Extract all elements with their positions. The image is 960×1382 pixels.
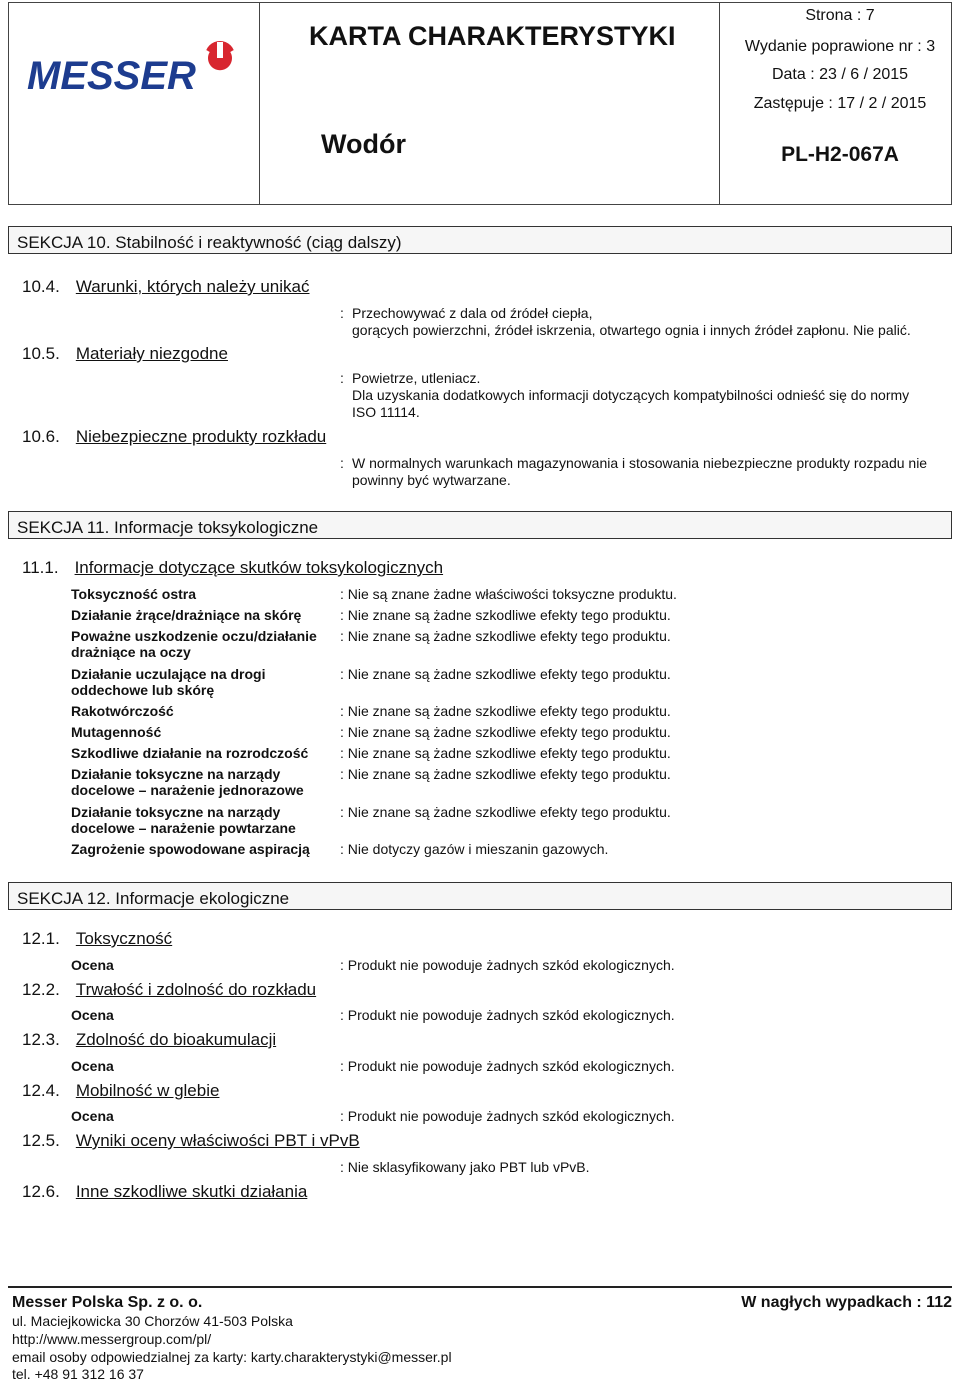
subsection-number: 10.4. (22, 277, 60, 296)
subsection-title: Mobilność w glebie (75, 1081, 220, 1100)
tox-label: Działanie żrące/drażniące na skórę (71, 607, 302, 623)
tox-value: : Nie znane są żadne szkodliwe efekty tego produktu. (340, 666, 671, 682)
subsection-12-5 (22, 1131, 360, 1151)
tox-value: : Nie dotyczy gazów i mieszanin gazowych. (340, 841, 609, 857)
text-line: gorących powierzchni, źródeł iskrzenia, otwartego ognia i innych źródeł zapłonu. Nie palić. (352, 322, 911, 338)
eco-label: Ocena (71, 1058, 114, 1074)
eco-value: : Produkt nie powoduje żadnych szkód ekologicznych. (340, 1007, 675, 1023)
tox-label: Mutagenność (71, 724, 162, 740)
tox-label: Rakotwórczość (71, 703, 174, 719)
document-title: KARTA CHARAKTERYSTYKI (309, 21, 676, 51)
revision-date: Data : 23 / 6 / 2015 (771, 66, 909, 83)
messer-logo (27, 39, 247, 95)
text-line: Przechowywać z dala od źródeł ciepła, (352, 305, 593, 321)
colon: : (340, 370, 344, 386)
colon: : (340, 455, 344, 471)
footer-divider (8, 1286, 952, 1288)
subsection-number: 10.6. (22, 427, 60, 446)
footer-email[interactable]: email osoby odpowiedzialnej za karty: karty.charakterystyki@messer.pl (12, 1349, 452, 1365)
tox-value: : Nie są znane żadne właściwości toksyczne produktu. (340, 586, 677, 602)
product-name: Wodór (321, 129, 406, 159)
section-10-header: SEKCJA 10. Stabilność i reaktywność (ciąg dalszy) (8, 226, 952, 254)
subsection-title: Warunki, których należy unikać (75, 277, 310, 296)
header-divider (259, 3, 260, 204)
subsection-11-1 (22, 558, 443, 578)
tox-value: : Nie znane są żadne szkodliwe efekty tego produktu. (340, 766, 671, 782)
subsection-title: Toksyczność (75, 929, 173, 948)
eco-value: : Produkt nie powoduje żadnych szkód ekologicznych. (340, 957, 675, 973)
tox-value: : Nie znane są żadne szkodliwe efekty tego produktu. (340, 724, 671, 740)
tox-label: docelowe – narażenie jednorazowe (71, 782, 304, 798)
footer-company: Messer Polska Sp. z o. o. (12, 1294, 203, 1311)
tox-label: Poważne uszkodzenie oczu/działanie (71, 628, 317, 644)
subsection-number: 10.5. (22, 344, 60, 363)
section-12-header: SEKCJA 12. Informacje ekologiczne (8, 882, 952, 910)
text-line: Powietrze, utleniacz. (352, 370, 481, 386)
tox-label: oddechowe lub skórę (71, 682, 215, 698)
colon: : (340, 305, 344, 321)
tox-value: : Nie znane są żadne szkodliwe efekty tego produktu. (340, 804, 671, 820)
footer-url[interactable]: http://www.messergroup.com/pl/ (12, 1331, 212, 1347)
text-line: W normalnych warunkach magazynowania i stosowania niebezpieczne produkty rozpadu nie (352, 455, 928, 471)
header-divider (719, 3, 720, 204)
tox-label: Działanie toksyczne na narządy (71, 804, 281, 820)
tox-value: : Nie znane są żadne szkodliwe efekty tego produktu. (340, 628, 671, 644)
footer-phone: tel. +48 91 312 16 37 (12, 1366, 144, 1382)
subsection-number: 12.4. (22, 1081, 60, 1100)
tox-value: : Nie znane są żadne szkodliwe efekty tego produktu. (340, 703, 671, 719)
eco-label: Ocena (71, 957, 114, 973)
tox-label: Zagrożenie spowodowane aspiracją (71, 841, 310, 857)
tox-label: drażniące na oczy (71, 644, 191, 660)
subsection-12-2 (22, 980, 316, 1000)
tox-label: Szkodliwe działanie na rozrodczość (71, 745, 309, 761)
tox-label: Działanie toksyczne na narządy (71, 766, 281, 782)
subsection-title: Informacje dotyczące skutków toksykologicznych (74, 558, 444, 577)
subsection-12-4 (22, 1081, 219, 1101)
subsection-title: Niebezpieczne produkty rozkładu (75, 427, 327, 446)
section-11-header: SEKCJA 11. Informacje toksykologiczne (8, 511, 952, 539)
eco-label: Ocena (71, 1007, 114, 1023)
subsection-10-4 (22, 277, 310, 297)
subsection-10-6 (22, 427, 326, 447)
subsection-number: 11.1. (22, 558, 59, 577)
subsection-12-6 (22, 1182, 307, 1202)
subsection-number: 12.6. (22, 1182, 60, 1201)
subsection-number: 12.3. (22, 1030, 60, 1049)
tox-label: Działanie uczulające na drogi (71, 666, 266, 682)
subsection-title: Materiały niezgodne (75, 344, 228, 363)
eco-value: : Produkt nie powoduje żadnych szkód ekologicznych. (340, 1108, 675, 1124)
subsection-12-3 (22, 1030, 276, 1050)
tox-value: : Nie znane są żadne szkodliwe efekty tego produktu. (340, 745, 671, 761)
subsection-title: Wyniki oceny właściwości PBT i vPvB (75, 1131, 360, 1150)
subsection-number: 12.5. (22, 1131, 60, 1150)
document-code: PL-H2-067A (781, 143, 899, 166)
subsection-number: 12.1. (22, 929, 60, 948)
subsection-title: Inne szkodliwe skutki działania (75, 1182, 308, 1201)
tox-value: : Nie znane są żadne szkodliwe efekty tego produktu. (340, 607, 671, 623)
tox-label: Toksyczność ostra (71, 586, 197, 602)
footer-address: ul. Maciejkowicka 30 Chorzów 41-503 Polska (12, 1313, 293, 1329)
eco-value: : Produkt nie powoduje żadnych szkód ekologicznych. (340, 1058, 675, 1074)
tox-label: docelowe – narażenie powtarzane (71, 820, 296, 836)
eco-value: : Nie sklasyfikowany jako PBT lub vPvB. (340, 1159, 590, 1175)
text-line: powinny być wytwarzane. (352, 472, 511, 488)
text-line: ISO 11114. (352, 404, 420, 420)
text-line: Dla uzyskania dodatkowych informacji dotyczących kompatybilności odnieść się do normy (352, 387, 910, 403)
subsection-title: Trwałość i zdolność do rozkładu (75, 980, 317, 999)
page-number: Strona : 7 (805, 7, 875, 24)
svg-text:MESSER: MESSER (27, 54, 196, 95)
subsection-10-5 (22, 344, 228, 364)
revision-number: Wydanie poprawione nr : 3 (744, 38, 936, 55)
subsection-title: Zdolność do bioakumulacji (75, 1030, 277, 1049)
supersedes-date: Zastępuje : 17 / 2 / 2015 (753, 95, 927, 112)
subsection-12-1 (22, 929, 172, 949)
footer-emergency: W nagłych wypadkach : 112 (741, 1294, 952, 1311)
subsection-number: 12.2. (22, 980, 60, 999)
document-header (8, 2, 952, 205)
eco-label: Ocena (71, 1108, 114, 1124)
